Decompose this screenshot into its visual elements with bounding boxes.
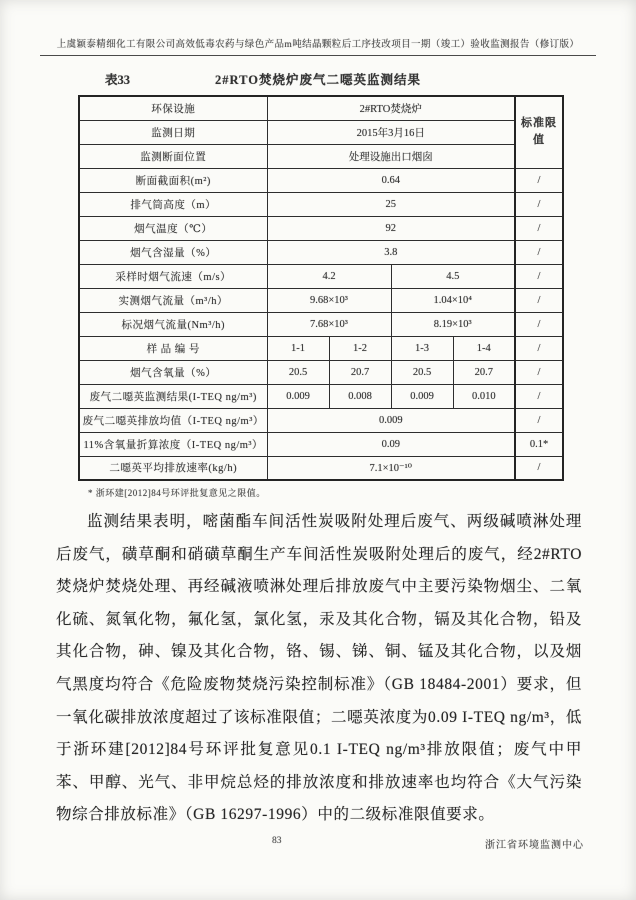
table-row bbox=[79, 264, 563, 288]
row-value: 1-4 bbox=[453, 336, 515, 360]
row-value: 0.64 bbox=[267, 168, 515, 192]
table-row bbox=[79, 408, 563, 432]
standard-limit-value: / bbox=[515, 408, 563, 432]
row-value: 4.2 bbox=[267, 264, 391, 288]
row-value: 20.5 bbox=[267, 360, 329, 384]
standard-limit-value: / bbox=[515, 168, 563, 192]
row-label: 废气二噁英监测结果(I-TEQ ng/m³) bbox=[79, 384, 267, 408]
row-label: 烟气含氧量（%） bbox=[79, 360, 267, 384]
table-row bbox=[79, 432, 563, 456]
table-caption-number: 表33 bbox=[105, 73, 131, 87]
table-row bbox=[79, 384, 563, 408]
row-label: 烟气温度（℃） bbox=[79, 216, 267, 240]
row-label: 废气二噁英排放均值（I-TEQ ng/m³） bbox=[79, 408, 267, 432]
row-value: 2#RTO焚烧炉 bbox=[267, 96, 515, 120]
row-label: 环保设施 bbox=[79, 96, 267, 120]
row-label: 监测断面位置 bbox=[79, 144, 267, 168]
page-number: 83 bbox=[272, 836, 282, 846]
row-value: 4.5 bbox=[391, 264, 515, 288]
row-label: 实测烟气流量（m³/h） bbox=[79, 288, 267, 312]
row-value: 20.5 bbox=[391, 360, 453, 384]
row-value: 92 bbox=[267, 216, 515, 240]
table-row bbox=[79, 456, 563, 480]
standard-limit-value: / bbox=[515, 384, 563, 408]
row-value: 8.19×10³ bbox=[391, 312, 515, 336]
standard-limit-value: / bbox=[515, 216, 563, 240]
row-label: 排气筒高度（m） bbox=[79, 192, 267, 216]
row-value: 25 bbox=[267, 192, 515, 216]
row-label: 11%含氧量折算浓度（I-TEQ ng/m³） bbox=[79, 432, 267, 456]
row-label: 二噁英平均排放速率(kg/h) bbox=[79, 456, 267, 480]
row-value: 20.7 bbox=[329, 360, 391, 384]
row-label: 烟气含湿量（%） bbox=[79, 240, 267, 264]
row-value: 0.010 bbox=[453, 384, 515, 408]
standard-limit-value: / bbox=[515, 240, 563, 264]
standard-limit-value: / bbox=[515, 360, 563, 384]
row-value: 1-2 bbox=[329, 336, 391, 360]
row-value: 处理设施出口烟囱 bbox=[267, 144, 515, 168]
table-row bbox=[79, 120, 563, 144]
table-caption-title: 2#RTO焚烧炉废气二噁英监测结果 bbox=[215, 73, 421, 87]
row-value: 0.009 bbox=[267, 408, 515, 432]
standard-limit-value: / bbox=[515, 288, 563, 312]
standard-limit-value: / bbox=[515, 312, 563, 336]
row-value: 1-1 bbox=[267, 336, 329, 360]
row-value: 0.009 bbox=[391, 384, 453, 408]
row-label: 标况烟气流量(Nm³/h) bbox=[79, 312, 267, 336]
row-value: 7.68×10³ bbox=[267, 312, 391, 336]
table-row bbox=[79, 336, 563, 360]
row-value: 3.8 bbox=[267, 240, 515, 264]
table-row bbox=[79, 312, 563, 336]
table-row bbox=[79, 216, 563, 240]
standard-limit-value: / bbox=[515, 456, 563, 480]
table-footnote: * 浙环建[2012]84号环评批复意见之限值。 bbox=[88, 488, 266, 498]
row-value: 0.009 bbox=[267, 384, 329, 408]
monitoring-results-table bbox=[78, 95, 564, 481]
row-value: 9.68×10³ bbox=[267, 288, 391, 312]
standard-limit-value: 0.1* bbox=[515, 432, 563, 456]
row-value: 2015年3月16日 bbox=[267, 120, 515, 144]
table-row bbox=[79, 192, 563, 216]
table-caption bbox=[0, 70, 636, 90]
standard-limit-header: 标准限值 bbox=[515, 96, 563, 168]
table-row bbox=[79, 144, 563, 168]
row-value: 7.1×10⁻¹⁰ bbox=[267, 456, 515, 480]
row-value: 0.008 bbox=[329, 384, 391, 408]
table-row bbox=[79, 360, 563, 384]
standard-limit-value: / bbox=[515, 336, 563, 360]
row-label: 样 品 编 号 bbox=[79, 336, 267, 360]
row-value: 1-3 bbox=[391, 336, 453, 360]
row-label: 监测日期 bbox=[79, 120, 267, 144]
table-row bbox=[79, 96, 563, 120]
conclusion-paragraph: 监测结果表明，嘧菌酯车间活性炭吸附处理后废气、两级碱喷淋处理后废气，磺草酮和硝磺草酮生产车间活性炭吸附处理后的废气，经2#RTO焚烧炉焚烧处理、再经碱液喷淋处理后排放废气中主要污染物烟尘、二氧化硫、氮氧化物，氟化氢，氯化氢，汞及其化合物，镉及其化合物，铅及其化合物，砷、镍及其化合物，铬、锡、锑、铜、锰及其化合物，以及烟气黑度均符合《危险废物焚烧污染控制标准》（GB 18484-2001）要求，但一氧化碳排放浓度超过了该标准限值；二噁英浓度为0.09 I-TEQ ng/m³，低于浙环建[2012]84号环评批复意见0.1 I-TEQ ng/m³排放限值；废气中甲苯、甲醇、光气、非甲烷总烃的排放浓度和排放速率也均符合《大气污染物综合排放标准》（GB 16297-1996）中的二级标准限值要求。 bbox=[56, 513, 582, 824]
row-value: 20.7 bbox=[453, 360, 515, 384]
table-row bbox=[79, 168, 563, 192]
standard-limit-value: / bbox=[515, 192, 563, 216]
footer-organization: 浙江省环境监测中心 bbox=[485, 840, 584, 851]
table-row bbox=[79, 240, 563, 264]
row-label: 采样时烟气流速（m/s） bbox=[79, 264, 267, 288]
row-label: 断面截面积(m²) bbox=[79, 168, 267, 192]
row-value: 0.09 bbox=[267, 432, 515, 456]
standard-limit-value: / bbox=[515, 264, 563, 288]
table-row bbox=[79, 288, 563, 312]
running-header: 上虞颖泰精细化工有限公司高效低毒农药与绿色产品m吨结晶颗粒后工序技改项目一期（竣工）验收监测报告（修订版） bbox=[40, 36, 596, 56]
row-value: 1.04×10⁴ bbox=[391, 288, 515, 312]
